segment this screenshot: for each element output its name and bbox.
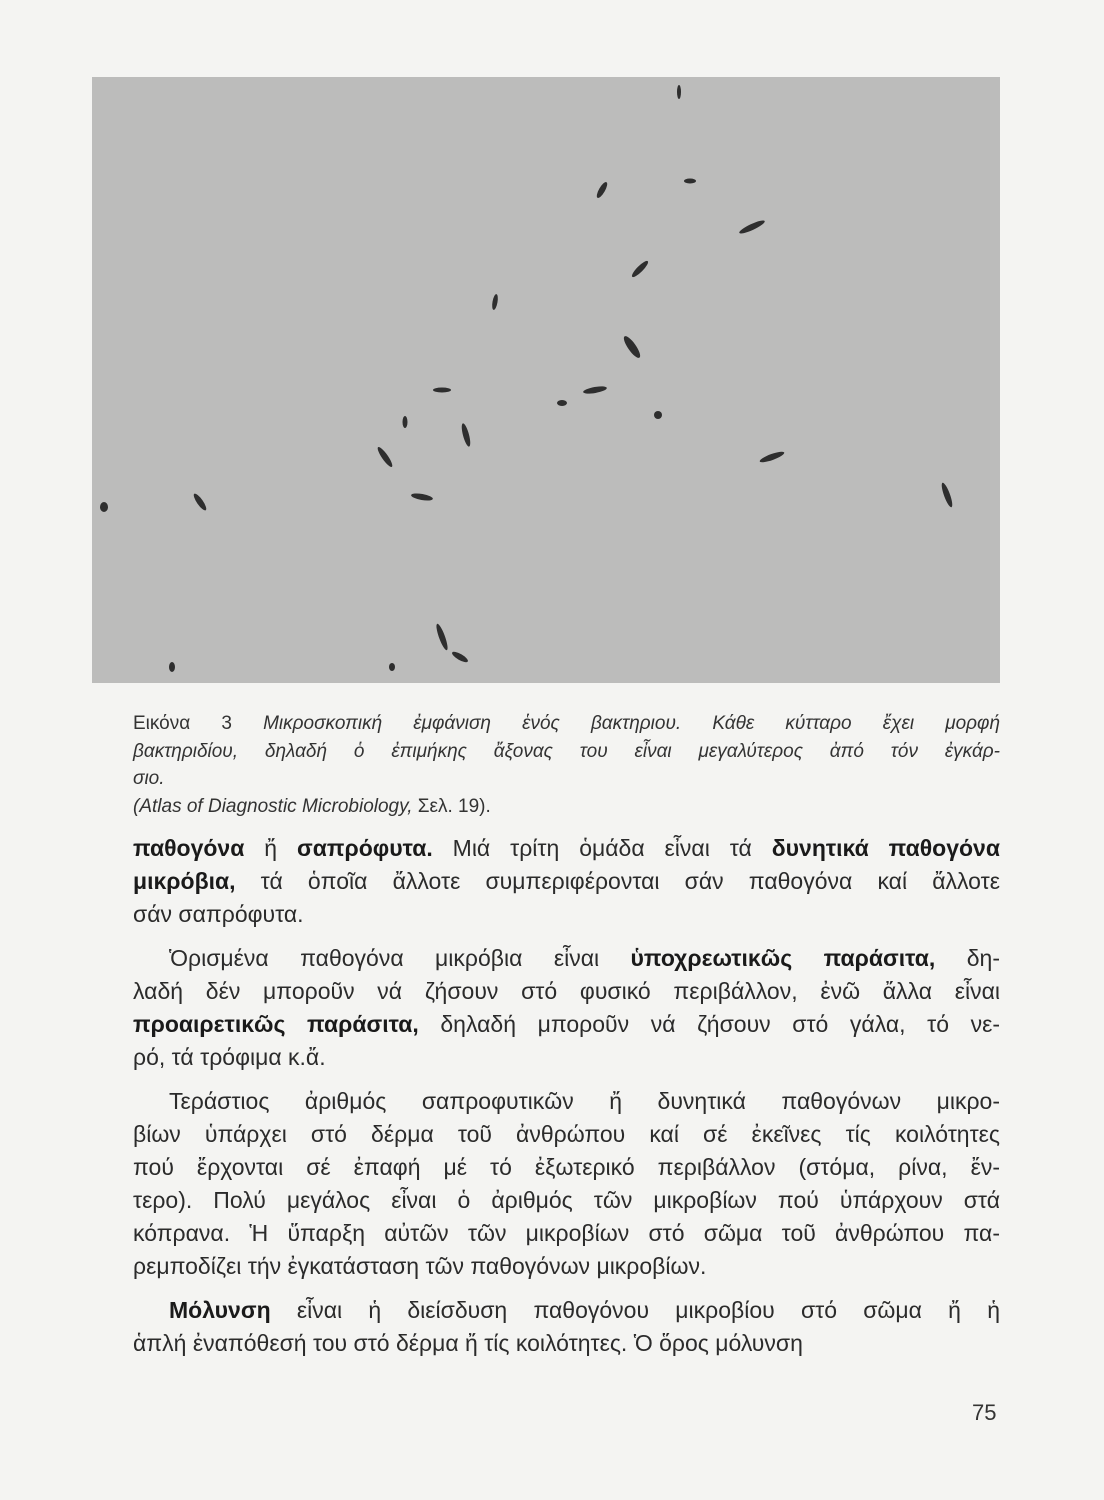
paragraph	[133, 942, 1000, 1074]
text-segment: τερο). Πολύ μεγάλος εἶναι ὁ ἀριθμός τῶν μικροβίων πού ὑπάρχουν στά	[133, 1187, 1000, 1213]
text-segment: εἶναι ἡ διείσδυση παθογόνου μικροβίου στό σῶμα ἤ ἡ	[270, 1297, 1000, 1323]
text-segment: κόπρανα. Ἡ ὕπαρξη αὐτῶν τῶν μικροβίων στό σῶμα τοῦ ἀνθρώπου πα-	[133, 1220, 1000, 1246]
text-line	[133, 832, 1000, 865]
text-segment: δη-	[935, 945, 1000, 971]
text-segment: Τεράστιος ἀριθμός σαπροφυτικῶν ἤ δυνητικά παθογόνων μικρο-	[169, 1088, 1000, 1114]
paragraph	[133, 1294, 1000, 1360]
bold-term: Μόλυνση	[169, 1297, 271, 1323]
text-line	[133, 1041, 1000, 1074]
text-segment: δηλαδή μποροῦν νά ζήσουν στό γάλα, τό νε-	[418, 1011, 1000, 1037]
micrograph-figure	[92, 77, 1000, 683]
text-line	[133, 1217, 1000, 1250]
text-segment: πού ἔρχονται σέ ἐπαφή μέ τό ἐξωτερικό περιβάλλον (στόμα, ρίνα, ἔν-	[133, 1154, 1000, 1180]
text-segment: ἤ	[244, 835, 297, 861]
text-segment: Εικόνα 3	[133, 713, 264, 734]
bold-term: προαιρετικῶς παράσιτα,	[133, 1011, 419, 1037]
text-segment: βίων ὑπάρχει στό δέρμα τοῦ ἀνθρώπου καί σέ ἐκεῖνες τίς κοιλότητες	[133, 1121, 1000, 1147]
text-segment: Μιά τρίτη ὁμάδα εἶναι τά	[432, 835, 772, 861]
text-line	[133, 793, 1000, 821]
text-line	[133, 1327, 1000, 1360]
text-line	[133, 738, 1000, 766]
page-number: 75	[972, 1400, 997, 1425]
text-segment: σιο.	[133, 768, 165, 789]
text-segment: Σελ. 19).	[417, 795, 491, 817]
text-line	[133, 1184, 1000, 1217]
text-line	[133, 1250, 1000, 1283]
text-segment: (Atlas of Diagnostic Microbiology,	[133, 795, 418, 817]
bold-term: ὑποχρεωτικῶς παράσιτα,	[630, 945, 936, 971]
text-line	[133, 975, 1000, 1008]
bold-term: σαπρόφυτα.	[296, 835, 433, 861]
bold-term: παθογόνα	[133, 835, 245, 861]
text-segment: Μικροσκοπική ἐμφάνιση ἑνός βακτηριου. Κάθε κύτταρο ἔχει μορφή	[263, 713, 1000, 734]
text-segment: ρό, τά τρόφιμα κ.ἄ.	[133, 1044, 326, 1070]
text-line	[133, 1118, 1000, 1151]
text-line	[133, 1008, 1000, 1041]
text-segment: τά ὁποῖα ἄλλοτε συμπεριφέρονται σάν παθογόνα καί ἄλλοτε	[235, 868, 1000, 894]
text-line	[133, 898, 1000, 931]
text-line	[133, 1151, 1000, 1184]
text-line	[133, 865, 1000, 898]
text-segment: σάν σαπρόφυτα.	[133, 901, 304, 927]
text-line	[133, 765, 1000, 793]
bold-term: δυνητικά παθογόνα	[771, 835, 1000, 861]
text-line	[133, 942, 1000, 975]
paragraph	[133, 1085, 1000, 1283]
text-segment: λαδή δέν μποροῦν νά ζήσουν στό φυσικό περιβάλλον, ἐνῶ ἄλλα εἶναι	[133, 978, 1000, 1004]
text-segment: ἁπλή ἐναπόθεσή του στό δέρμα ἤ τίς κοιλότητες. Ὁ ὅρος μόλυνση	[133, 1330, 803, 1356]
text-line	[133, 1294, 1000, 1327]
text-segment: ρεμποδίζει τήν ἐγκατάσταση τῶν παθογόνων μικροβίων.	[133, 1253, 707, 1279]
paragraph	[133, 832, 1000, 931]
figure-caption	[133, 710, 1000, 820]
text-segment: βακτηριδίου, δηλαδή ὁ ἐπιμήκης ἄξονας του εἶναι μεγαλύτερος ἀπό τόν ἐγκάρ-	[133, 740, 1000, 762]
bacteria-micrograph	[92, 77, 1000, 683]
text-line	[133, 710, 1000, 738]
bold-term: μικρόβια,	[133, 868, 236, 894]
text-segment: Ὁρισμένα παθογόνα μικρόβια εἶναι	[169, 945, 631, 971]
body-text	[133, 832, 1000, 1371]
text-line	[133, 1085, 1000, 1118]
